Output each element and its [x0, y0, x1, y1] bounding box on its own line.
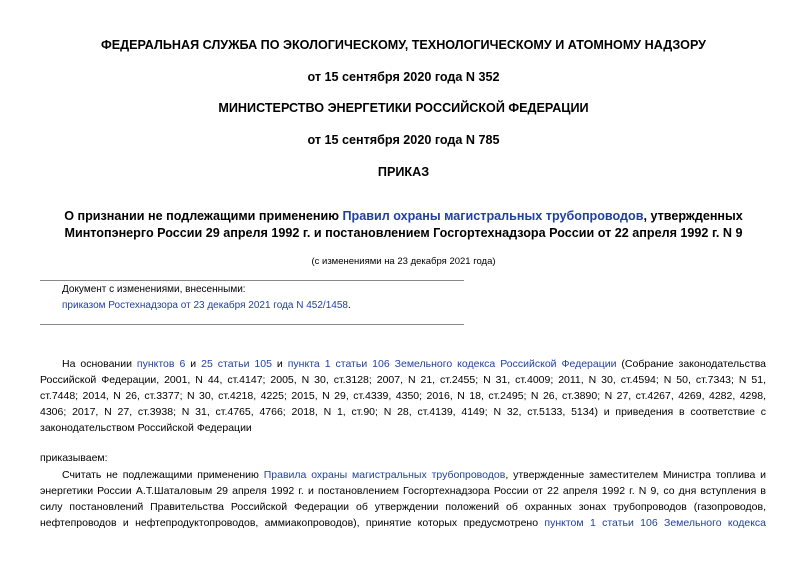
title-rules-link[interactable]: Правил охраны магистральных трубопроводов	[342, 209, 644, 223]
link-punkt-6[interactable]: пунктов 6	[136, 358, 186, 370]
divider-bottom	[40, 324, 464, 325]
order-date-1: от 15 сентября 2020 года N 352	[307, 70, 500, 84]
document-title-line-2: Минтопэнерго России 29 апреля 1992 г. и постановлением Госгортехнадзора России от 22 апреля 1992 г. N 9	[64, 226, 743, 240]
agency-heading-rostekhnadzor: ФЕДЕРАЛЬНАЯ СЛУЖБА ПО ЭКОЛОГИЧЕСКОМУ, ТЕХНОЛОГИЧЕСКОМУ И АТОМНОМУ НАДЗОРУ	[100, 38, 707, 52]
basis-paragraph-line-5: законодательством Российской Федерации	[40, 422, 252, 434]
amendment-note: (с изменениями на 23 декабря 2021 года)	[311, 256, 496, 267]
order-date-2: от 15 сентября 2020 года N 785	[307, 133, 500, 147]
order-word: приказываем:	[40, 452, 108, 464]
decision-paragraph-line-2: энергетики России А.Т.Шаталовым 29 апреля 1992 г. и постановлением Госгортехнадзора России от 22 апреля 1992 г. N 9, со дня вступления в	[40, 485, 766, 497]
changes-item: приказом Ростехнадзора от 23 декабря 2021 года N 452/1458.	[62, 300, 351, 311]
changes-label: Документ с изменениями, внесенными:	[62, 284, 246, 295]
decision-paragraph-line-3: силу постановлений Правительства Российской Федерации об утверждении положений об охранных зонах трубопроводов (газопроводов,	[40, 501, 766, 513]
basis-paragraph-line-4: 4306; 2017, N 27, ст.3938; N 31, ст.4765, 4766; 2018, N 1, ст.90; N 28, ст.4139, 4149; N 32, ст.5133, 5134) и приведения в соответствие с	[40, 406, 766, 418]
link-zemelny-kodeks-106[interactable]: пункта 1 статьи 106 Земельного кодекса Российской Федерации	[287, 358, 617, 370]
divider-top	[40, 280, 464, 281]
link-zemelny-kodeks-106-p1[interactable]: пунктом 1 статьи 106 Земельного кодекса	[544, 517, 766, 529]
basis-paragraph-line-1: На основании пунктов 6 и 25 статьи 105 и пункта 1 статьи 106 Земельного кодекса Российской Федерации (Собрание законодательства	[62, 358, 767, 370]
agency-heading-minenergo: МИНИСТЕРСТВО ЭНЕРГЕТИКИ РОССИЙСКОЙ ФЕДЕРАЦИИ	[218, 101, 589, 115]
decision-paragraph-line-1: Считать не подлежащими применению Правила охраны магистральных трубопроводов, утвержденные заместителем Министра топлива и	[62, 469, 766, 481]
changes-order-link[interactable]: приказом Ростехнадзора от 23 декабря 2021 года N 452/1458	[62, 300, 348, 311]
document-type: ПРИКАЗ	[377, 165, 430, 179]
basis-paragraph-line-2: Российской Федерации, 2001, N 44, ст.4147; 2005, N 30, ст.3128; 2007, N 21, ст.2455; N 31, ст.4009; 2011, N 30, ст.4594; N 50, ст.7343; N 51,	[40, 374, 766, 386]
link-rules-pipelines[interactable]: Правила охраны магистральных трубопроводов	[263, 469, 506, 481]
link-art-105[interactable]: 25 статьи 105	[201, 358, 272, 370]
decision-paragraph-line-4: нефтепроводов и нефтепродуктопроводов, аммиакопроводов), принятие которых предусмотрено пунктом 1 статьи 106 Земельного кодекса	[40, 517, 766, 529]
basis-paragraph-line-3: ст.7448; 2014, N 26, ст.3377; N 30, ст.4218, 4225; 2015, N 29, ст.4339, 4350; 2016, N 18, ст.2495; N 26, ст.3890; N 27, ст.4267, 4269, 4282, 4298,	[40, 390, 766, 402]
document-title-line-1: О признании не подлежащими применению Правил охраны магистральных трубопроводов, утвержденных	[64, 209, 743, 223]
